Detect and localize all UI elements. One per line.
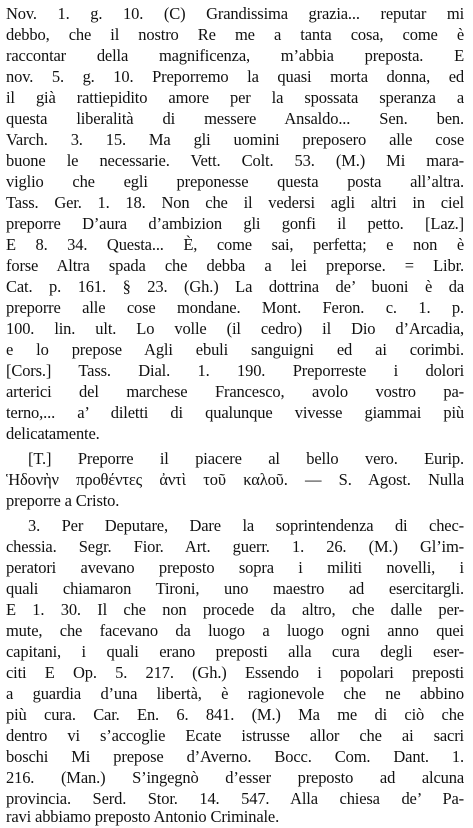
text-line: preporre D’aura d’ambizion gli gonfi il petto. [Laz.] bbox=[6, 214, 464, 233]
text-line: 216. (Man.) S’ingegnò d’esser preposto ad alcuna bbox=[6, 768, 464, 787]
text-line: [Cors.] Tass. Dial. 1. 190. Preporreste i dolori bbox=[6, 361, 464, 380]
text-line: capitani, i quali erano preposti alla cura degli eser- bbox=[6, 642, 464, 661]
text-line: Varch. 3. 15. Ma gli uomini preposero alle cose bbox=[6, 130, 464, 149]
text-line: preporre a Cristo. bbox=[6, 491, 120, 510]
text-line: mute, che facevano da luogo a luogo ogni anno quei bbox=[6, 621, 464, 640]
text-line: forse Altra spada che debba a lei preporse. = Libr. bbox=[6, 256, 464, 275]
text-line: terno,... a’ diletti di qualunque vivesse giammai più bbox=[6, 403, 464, 422]
text-line: Tass. Ger. 1. 18. Non che il vedersi agli altri in ciel bbox=[6, 193, 464, 212]
text-line: boschi Mi prepose d’Averno. Bocc. Com. Dant. 1. bbox=[6, 747, 464, 766]
text-line: E 1. 30. Il che non procede da altro, che dalle per- bbox=[6, 600, 464, 619]
text-line: buone le necessarie. Vett. Colt. 53. (M.) Mi mara- bbox=[6, 151, 464, 170]
text-line: a guardia d’una libertà, è ragionevole che ne abbino bbox=[6, 684, 464, 703]
text-line: arterici del marchese Francesco, avolo vostro pa- bbox=[6, 382, 464, 401]
text-line: più cura. Car. En. 6. 841. (M.) Ma me di ciò che bbox=[6, 705, 464, 724]
text-line: viglio che egli preponesse questa posta all’altra. bbox=[6, 172, 464, 191]
text-line: raccontar della magnificenza, m’abbia preposta. E bbox=[6, 46, 464, 65]
text-line: citi E Op. 5. 217. (Gh.) Essendo i popolari preposti bbox=[6, 663, 464, 682]
text-line: questa liberalità di messere Ansaldo... Sen. ben. bbox=[6, 109, 464, 128]
text-line: delicatamente. bbox=[6, 424, 100, 443]
text-line: [T.] Preporre il piacere al bello vero. Eurip. bbox=[28, 449, 464, 468]
text-line: e lo prepose Agli ebuli sanguigni ed ai corimbi. bbox=[6, 340, 464, 359]
text-line: E 8. 34. Questa... È, come sai, perfetta; e non è bbox=[6, 235, 464, 254]
text-line: il già rattiepidito amore per la spossata speranza a bbox=[6, 88, 464, 107]
text-line: 100. lin. ult. Lo volle (il cedro) il Dio d’Arcadia, bbox=[6, 319, 464, 338]
text-line: ravi abbiamo preposto Antonio Criminale. bbox=[6, 807, 280, 826]
text-line: nov. 5. g. 10. Preporremo la quasi morta donna, ed bbox=[6, 67, 464, 86]
text-line: peratori avevano preposto sopra i militi novelli, i bbox=[6, 558, 464, 577]
text-line: 3. Per Deputare, Dare la soprintendenza di chec- bbox=[28, 516, 464, 535]
text-line: quali chiamaron Tironi, uno maestro ad esercitargli. bbox=[6, 579, 464, 598]
text-line: debbo, che il nostro Re me a tanta cosa, come è bbox=[6, 25, 464, 44]
text-line: provincia. Serd. Stor. 14. 547. Alla chiesa de’ Pa- bbox=[6, 789, 464, 808]
text-line: dentro vi s’accoglie Ecate istrusse allor che ai sacri bbox=[6, 726, 464, 745]
text-line: Ἡδονὴν προθέντες ἀντὶ τοῦ καλοῦ. — S. Agost. Nulla bbox=[6, 470, 464, 489]
text-line: Cat. p. 161. § 23. (Gh.) La dottrina de’ buoni è da bbox=[6, 277, 464, 296]
text-line: chessia. Segr. Fior. Art. guerr. 1. 26. (M.) Gl’im- bbox=[6, 537, 464, 556]
text-line: preporre alle cose mondane. Mont. Feron. c. 1. p. bbox=[6, 298, 464, 317]
text-line: Nov. 1. g. 10. (C) Grandissima grazia... reputar mi bbox=[6, 4, 464, 23]
